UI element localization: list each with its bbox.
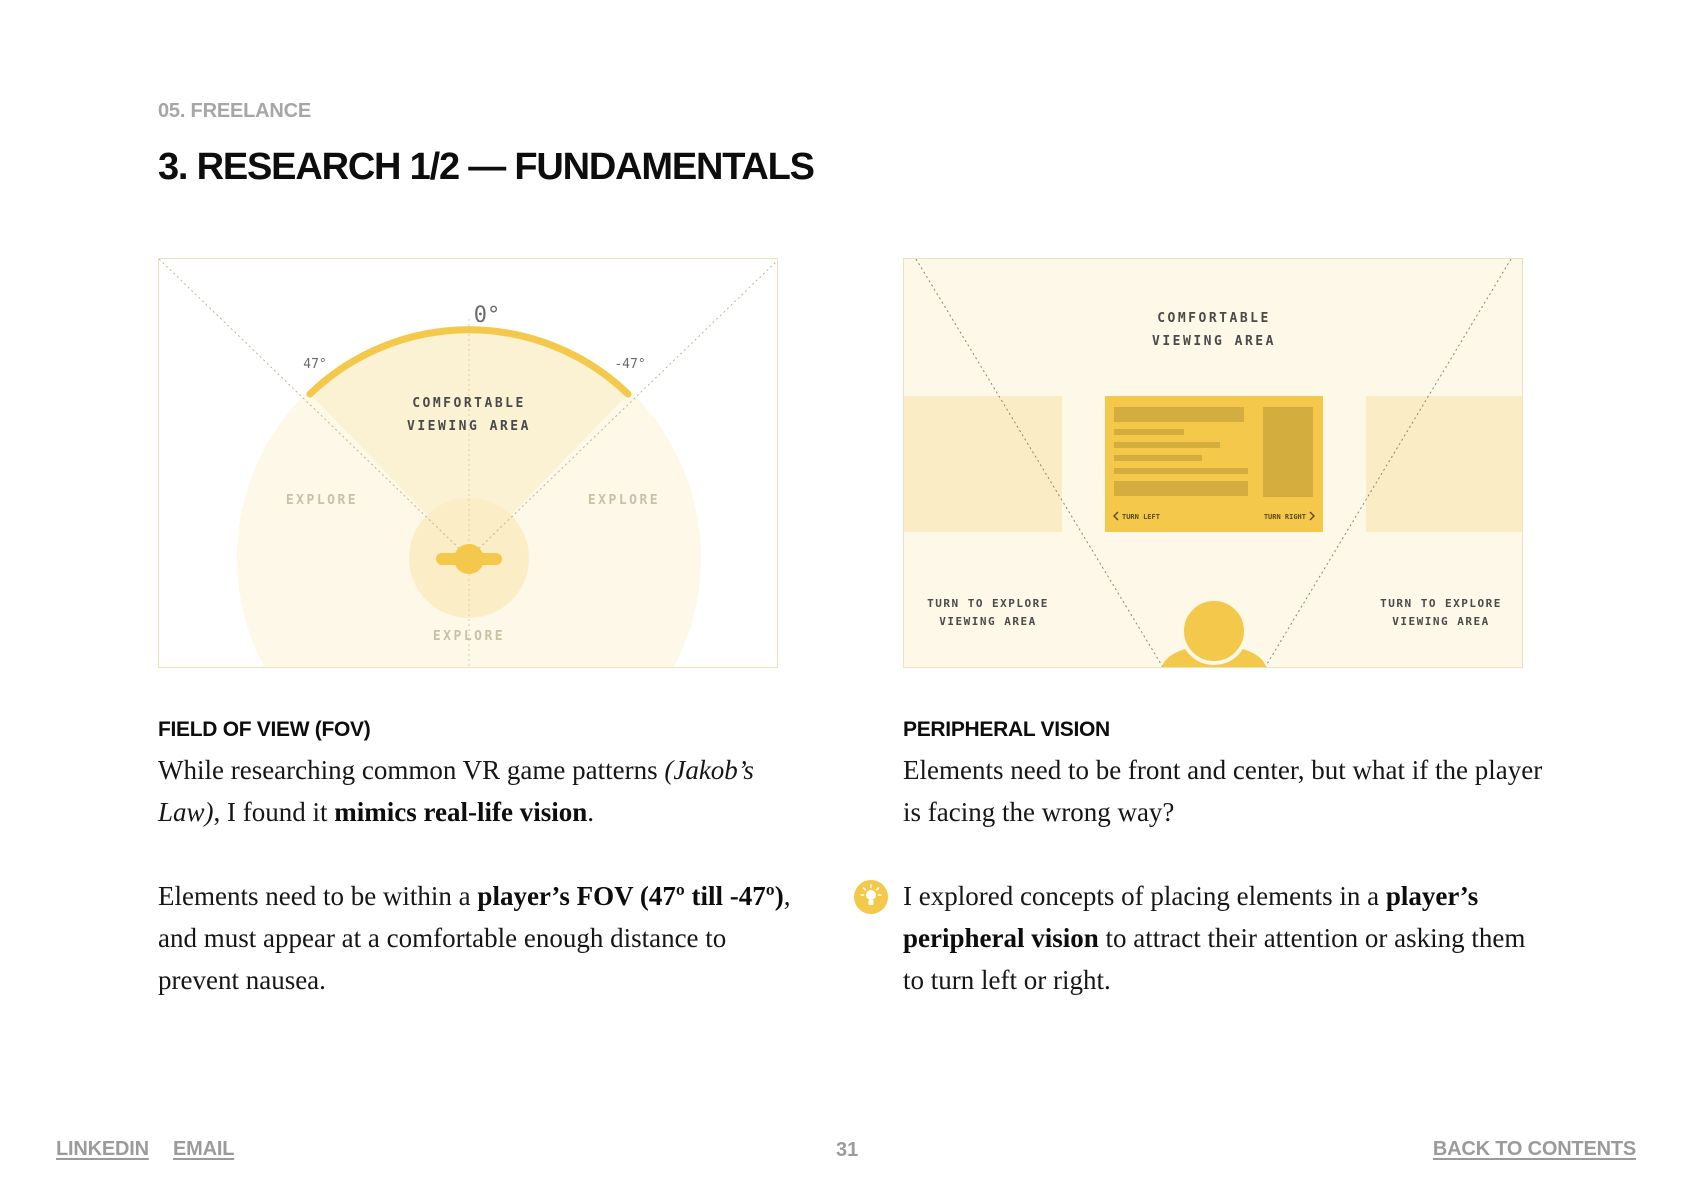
peripheral-diagram-svg bbox=[904, 259, 1523, 668]
panel-text-bar-2 bbox=[1114, 429, 1184, 435]
fov-p1-text-a: While researching common VR game patterns bbox=[158, 755, 665, 785]
peripheral-diagram bbox=[903, 258, 1523, 668]
lightbulb-icon-svg bbox=[854, 880, 888, 914]
fov-p1-text-b: , I found it bbox=[213, 797, 335, 827]
panel-text-bar-3 bbox=[1114, 442, 1220, 448]
back-to-contents-link[interactable]: BACK TO CONTENTS bbox=[1432, 1138, 1636, 1160]
fov-p2-text-a: Elements need to be within a bbox=[158, 881, 478, 911]
left-hint-line2: VIEWING AREA bbox=[939, 615, 1037, 628]
explore-label-left: EXPLORE bbox=[285, 493, 359, 508]
fov-p2-bold: player’s FOV (47º till -47º) bbox=[477, 881, 784, 911]
panel-text-bar-4 bbox=[1114, 455, 1202, 461]
peripheral-paragraph-1: Elements need to be front and center, but what if the player is facing the wrong way? bbox=[903, 755, 1543, 827]
fov-p1-bold: mimics real-life vision bbox=[334, 797, 588, 827]
fov-p2-text-b: , and must appear at a comfortable enough distance to prevent nausea. bbox=[158, 881, 791, 995]
fov-diagram bbox=[158, 258, 778, 668]
comfortable-label-line2: VIEWING AREA bbox=[1152, 334, 1276, 349]
right-hint-line1: TURN TO EXPLORE bbox=[1380, 597, 1502, 610]
comfortable-label-line2: VIEWING AREA bbox=[407, 419, 531, 434]
panel-text-bar-6 bbox=[1114, 481, 1248, 496]
fov-heading: FIELD OF VIEW (FOV) bbox=[158, 718, 371, 741]
panel-text-bar-5 bbox=[1114, 468, 1248, 474]
panel-image-block bbox=[1263, 407, 1313, 497]
right-hint-line2: VIEWING AREA bbox=[1392, 615, 1490, 628]
panel-text-bar-1 bbox=[1114, 407, 1244, 422]
fov-paragraph-1 bbox=[158, 749, 798, 833]
lightbulb-icon bbox=[854, 880, 888, 914]
explore-label-bottom: EXPLORE bbox=[432, 629, 506, 644]
explore-label-right: EXPLORE bbox=[587, 493, 661, 508]
page-title: 3. RESEARCH 1/2 — FUNDAMENTALS bbox=[158, 146, 814, 188]
peripheral-heading: PERIPHERAL VISION bbox=[903, 718, 1110, 741]
right-angle-label: -47° bbox=[614, 357, 646, 372]
center-angle-label: 0° bbox=[473, 303, 501, 328]
section-label: 05. FREELANCE bbox=[158, 100, 311, 122]
fov-p1-text-c: . bbox=[587, 797, 594, 827]
peripheral-paragraph-2 bbox=[903, 875, 1543, 1001]
page-number: 31 bbox=[836, 1139, 859, 1161]
comfortable-label-line1: COMFORTABLE bbox=[412, 396, 526, 411]
fov-diagram-svg bbox=[159, 259, 778, 668]
player-head bbox=[1182, 599, 1246, 663]
fov-p1-italic: (Jakob’s Law) bbox=[158, 755, 754, 827]
email-link[interactable]: EMAIL bbox=[173, 1138, 235, 1160]
player-head bbox=[454, 544, 484, 574]
left-hint-line1: TURN TO EXPLORE bbox=[927, 597, 1049, 610]
linkedin-link[interactable]: LINKEDIN bbox=[56, 1138, 149, 1160]
comfortable-label-line1: COMFORTABLE bbox=[1157, 311, 1271, 326]
turn-right-label: TURN RIGHT bbox=[1263, 513, 1306, 521]
turn-left-label: TURN LEFT bbox=[1122, 513, 1160, 521]
peripheral-p2-text-b: to attract their attention or asking them to turn left or right. bbox=[903, 923, 1526, 995]
right-side-panel bbox=[1366, 396, 1523, 532]
left-side-panel bbox=[904, 396, 1062, 532]
peripheral-p2-text-a: I explored concepts of placing elements in a bbox=[903, 881, 1386, 911]
peripheral-p2-bold: player’s peripheral vision bbox=[903, 881, 1479, 953]
fov-paragraph-2 bbox=[158, 875, 798, 1001]
left-angle-label: 47° bbox=[303, 357, 327, 372]
